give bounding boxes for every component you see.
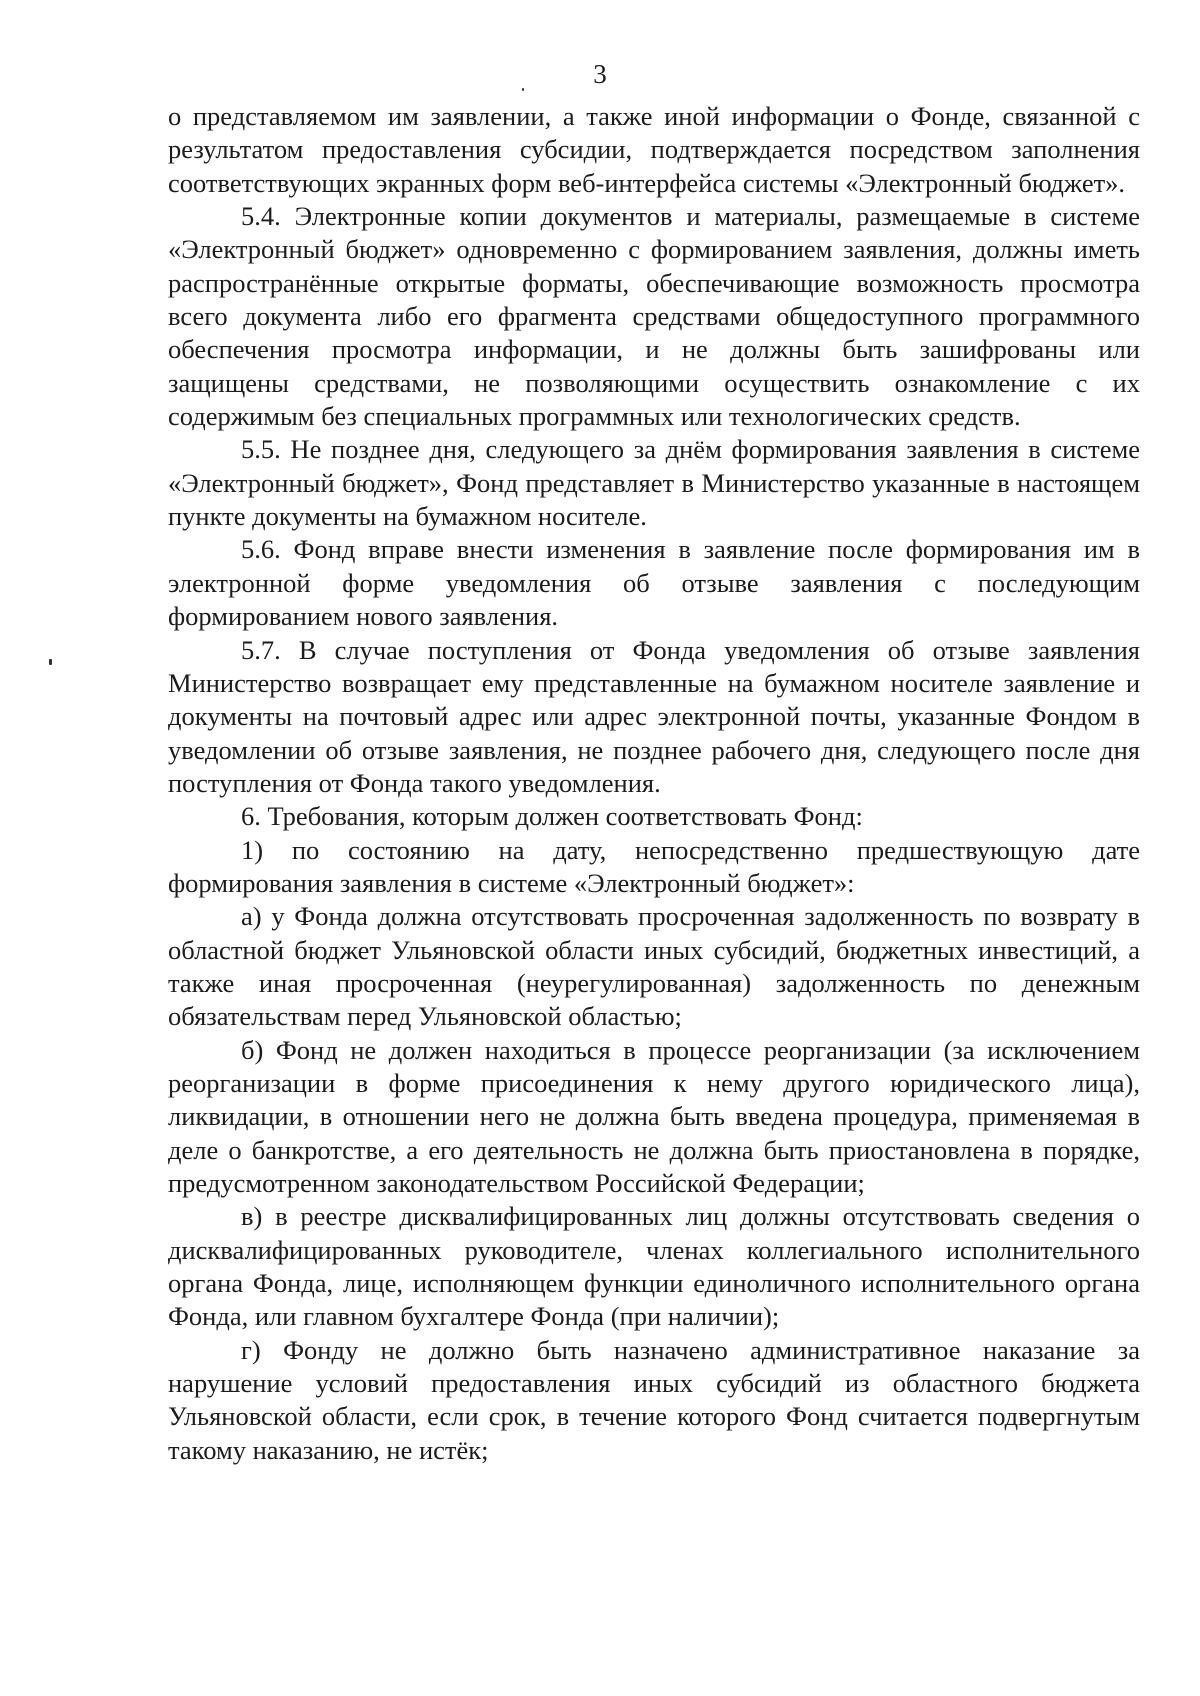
page-number: 3 — [593, 59, 607, 89]
paragraph-5-6: 5.6. Фонд вправе внести изменения в заявление после формирования им в электронной форме уведомления об отзыве заявления с последующим формированием нового заявления. — [168, 534, 1140, 632]
subitem-g: г) Фонду не должно быть назначено административное наказание за нарушение условий предоставления иных субсидий из областного бюджета Ульяновской области, если срок, в течение которого Фонд считается подвергнутым такому наказанию, не истёк; — [168, 1334, 1140, 1465]
paragraph-6: 6. Требования, которым должен соответствовать Фонд: — [241, 801, 863, 832]
scan-speck — [49, 659, 52, 665]
subitem-v: в) в реестре дисквалифицированных лиц должны отсутствовать сведения о дисквалифицированных руководителе, членах коллегиального исполнительного органа Фонда, лице, исполняющем функции единоличного исполнительного органа Фонда, или главном бухгалтере Фонда (при наличии); — [168, 1201, 1140, 1332]
subitem-b: б) Фонд не должен находиться в процессе реорганизации (за исключением реорганизации в форме присоединения к нему другого юридического лица), ликвидации, в отношении него не должна быть введена процедура, применяемая в деле о банкротстве, а его деятельность не должна быть приостановлена в порядке, предусмотренном законодательством Российской Федерации; — [168, 1034, 1140, 1198]
subitem-a: а) у Фонда должна отсутствовать просроченная задолженность по возврату в областной бюджет Ульяновской области иных субсидий, бюджетных инвестиций, а также иная просроченная (неурегулированная) задолженность по денежным обязательствам перед Ульяновской областью; — [168, 901, 1140, 1032]
item-6-1: 1) по состоянию на дату, непосредственно предшествующую дате формирования заявления в системе «Электронный бюджет»: — [168, 834, 1140, 898]
document-body — [168, 100, 1140, 1467]
paragraph-5-5: 5.5. Не позднее дня, следующего за днём формирования заявления в системе «Электронный бюджет», Фонд представляет в Министерство указанные в настоящем пункте документы на бумажном носителе. — [168, 434, 1140, 532]
paragraph-5-4: 5.4. Электронные копии документов и материалы, размещаемые в системе «Электронный бюджет» одновременно с формированием заявления, должны иметь распространённые открытые форматы, обеспечивающие возможность просмотра всего документа либо его фрагмента средствами общедоступного программного обеспечения просмотра информации, и не должны быть зашифрованы или защищены средствами, не позволяющими осуществить ознакомление с их содержимым без специальных программных или технологических средств. — [168, 201, 1140, 432]
paragraph-continuation: о представляемом им заявлении, а также иной информации о Фонде, связанной с результатом предоставления субсидии, подтверждается посредством заполнения соответствующих экранных форм веб-интерфейса системы «Электронный бюджет». — [168, 101, 1140, 198]
paragraph-5-7: 5.7. В случае поступления от Фонда уведомления об отзыве заявления Министерство возвращает ему представленные на бумажном носителе заявление и документы на почтовый адрес или адрес электронной почты, указанные Фондом в уведомлении об отзыве заявления, не позднее рабочего дня, следующего после дня поступления от Фонда такого уведомления. — [168, 634, 1140, 798]
scan-speck — [522, 88, 524, 91]
